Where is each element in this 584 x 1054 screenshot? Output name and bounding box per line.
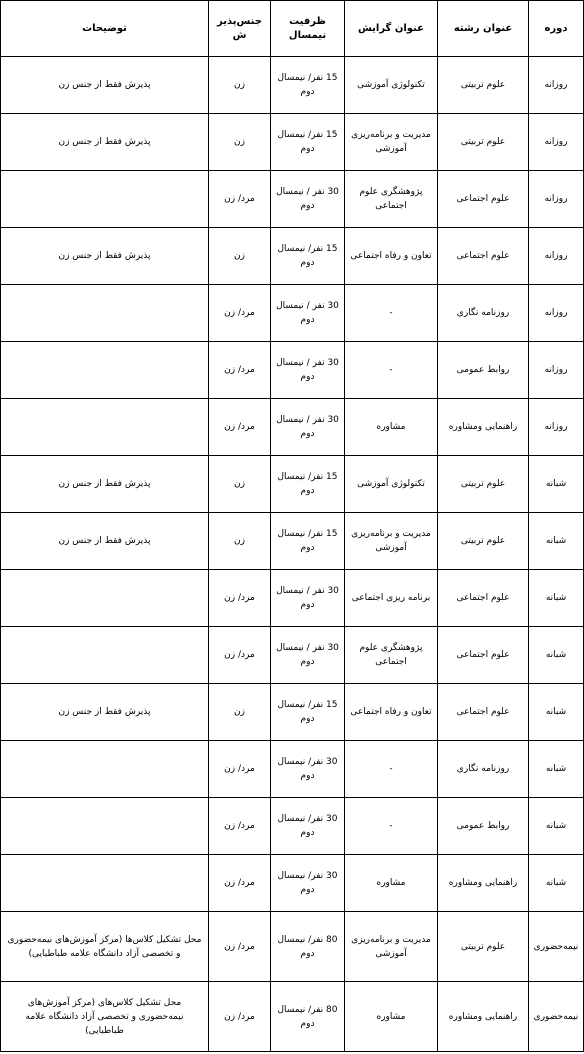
cell-capacity: 15 نفر/ نیمسال دوم bbox=[271, 456, 345, 513]
cell-field: علوم اجتماعی bbox=[438, 684, 529, 741]
cell-period: نیمه‌حضوری bbox=[529, 982, 584, 1052]
cell-gender: مرد/ زن bbox=[209, 982, 271, 1052]
cell-field: علوم اجتماعی bbox=[438, 570, 529, 627]
cell-gender: زن bbox=[209, 456, 271, 513]
table-row bbox=[1, 57, 584, 114]
cell-capacity: 30 نفر / نیمسال دوم bbox=[271, 627, 345, 684]
cell-capacity: 30 نفر / نیمسال دوم bbox=[271, 399, 345, 456]
cell-capacity: 80 نفر/ نیمسال دوم bbox=[271, 982, 345, 1052]
cell-period: شبانه bbox=[529, 684, 584, 741]
cell-capacity: 30 نفر/ نیمسال دوم bbox=[271, 741, 345, 798]
header-notes: توضیحات bbox=[1, 1, 209, 57]
cell-capacity: 15 نفر/ نیمسال دوم bbox=[271, 513, 345, 570]
cell-period: شبانه bbox=[529, 741, 584, 798]
cell-notes bbox=[1, 570, 209, 627]
cell-period: روزانه bbox=[529, 342, 584, 399]
header-gender: جنس‌پذیرش bbox=[209, 1, 271, 57]
cell-gender: مرد/ زن bbox=[209, 570, 271, 627]
cell-notes: پذیرش فقط از جنس زن bbox=[1, 684, 209, 741]
cell-field: راهنمایی ومشاوره bbox=[438, 399, 529, 456]
cell-orientation: مدیریت و برنامه‌ریزی آموزشی bbox=[345, 912, 438, 982]
header-capacity: ظرفیت نیمسال bbox=[271, 1, 345, 57]
cell-gender: مرد/ زن bbox=[209, 741, 271, 798]
cell-notes: پذیرش فقط از جنس زن bbox=[1, 513, 209, 570]
header-period: دوره bbox=[529, 1, 584, 57]
table-row bbox=[1, 513, 584, 570]
cell-gender: زن bbox=[209, 57, 271, 114]
cell-field: علوم اجتماعی bbox=[438, 228, 529, 285]
cell-period: شبانه bbox=[529, 570, 584, 627]
cell-period: شبانه bbox=[529, 855, 584, 912]
table-row bbox=[1, 982, 584, 1052]
table-row bbox=[1, 741, 584, 798]
cell-orientation: تکنولوژی آموزشی bbox=[345, 57, 438, 114]
cell-orientation: مدیریت و برنامه‌ریزی آموزشی bbox=[345, 114, 438, 171]
cell-orientation: مشاوره bbox=[345, 855, 438, 912]
cell-gender: زن bbox=[209, 114, 271, 171]
table-row bbox=[1, 855, 584, 912]
table-row bbox=[1, 570, 584, 627]
cell-notes: پذیرش فقط از جنس زن bbox=[1, 228, 209, 285]
cell-orientation: مدیریت و برنامه‌ریزی آموزشی bbox=[345, 513, 438, 570]
cell-orientation: مشاوره bbox=[345, 982, 438, 1052]
cell-orientation: پژوهشگری علوم اجتماعی bbox=[345, 171, 438, 228]
cell-field: علوم تربیتی bbox=[438, 513, 529, 570]
table-body bbox=[1, 57, 584, 1052]
table-row bbox=[1, 399, 584, 456]
cell-capacity: 15 نفر/ نیمسال دوم bbox=[271, 114, 345, 171]
cell-period: روزانه bbox=[529, 57, 584, 114]
cell-capacity: 15 نفر/ نیمسال دوم bbox=[271, 57, 345, 114]
cell-field: علوم تربیتی bbox=[438, 912, 529, 982]
cell-gender: مرد/ زن bbox=[209, 798, 271, 855]
cell-period: روزانه bbox=[529, 228, 584, 285]
cell-capacity: 30 نفر/ نیمسال دوم bbox=[271, 855, 345, 912]
cell-capacity: 30 نفر / نیمسال دوم bbox=[271, 342, 345, 399]
header-orientation: عنوان گرایش bbox=[345, 1, 438, 57]
cell-period: نیمه‌حضوری bbox=[529, 912, 584, 982]
cell-capacity: 30 نفر / نیمسال دوم bbox=[271, 171, 345, 228]
cell-gender: مرد/ زن bbox=[209, 285, 271, 342]
table-row bbox=[1, 798, 584, 855]
cell-notes: محل تشکیل کلاس‌ها (مرکز آموزش‌های نیمه‌حضوری و تخصصی آزاد دانشگاه علامه طباطبایی) bbox=[1, 912, 209, 982]
cell-gender: مرد/ زن bbox=[209, 627, 271, 684]
cell-period: شبانه bbox=[529, 513, 584, 570]
cell-notes bbox=[1, 741, 209, 798]
table-row bbox=[1, 912, 584, 982]
cell-notes bbox=[1, 171, 209, 228]
cell-period: شبانه bbox=[529, 456, 584, 513]
table-row bbox=[1, 114, 584, 171]
cell-gender: زن bbox=[209, 228, 271, 285]
cell-period: روزانه bbox=[529, 285, 584, 342]
cell-notes bbox=[1, 798, 209, 855]
cell-notes bbox=[1, 342, 209, 399]
cell-gender: مرد/ زن bbox=[209, 912, 271, 982]
cell-period: شبانه bbox=[529, 798, 584, 855]
table-row bbox=[1, 285, 584, 342]
cell-orientation: تعاون و رفاه اجتماعی bbox=[345, 228, 438, 285]
cell-period: روزانه bbox=[529, 399, 584, 456]
cell-gender: مرد/ زن bbox=[209, 855, 271, 912]
cell-orientation: - bbox=[345, 342, 438, 399]
cell-field: علوم تربیتی bbox=[438, 114, 529, 171]
header-field: عنوان رشته bbox=[438, 1, 529, 57]
cell-field: روابط عمومی bbox=[438, 342, 529, 399]
table-row bbox=[1, 456, 584, 513]
table-row bbox=[1, 228, 584, 285]
cell-field: راهنمایی ومشاوره bbox=[438, 855, 529, 912]
cell-notes bbox=[1, 285, 209, 342]
cell-period: شبانه bbox=[529, 627, 584, 684]
cell-field: علوم اجتماعی bbox=[438, 171, 529, 228]
cell-field: علوم تربیتی bbox=[438, 57, 529, 114]
cell-capacity: 80 نفر/ نیمسال دوم bbox=[271, 912, 345, 982]
table-row bbox=[1, 342, 584, 399]
cell-capacity: 30 نفر / نیمسال دوم bbox=[271, 570, 345, 627]
cell-orientation: - bbox=[345, 741, 438, 798]
cell-field: علوم اجتماعی bbox=[438, 627, 529, 684]
cell-orientation: پژوهشگری علوم اجتماعی bbox=[345, 627, 438, 684]
table-row bbox=[1, 684, 584, 741]
cell-field: روابط عمومی bbox=[438, 798, 529, 855]
cell-notes bbox=[1, 627, 209, 684]
cell-gender: زن bbox=[209, 684, 271, 741]
cell-notes bbox=[1, 399, 209, 456]
cell-field: روزنامه نگاری bbox=[438, 285, 529, 342]
table-row bbox=[1, 627, 584, 684]
cell-notes: پذیرش فقط از جنس زن bbox=[1, 57, 209, 114]
cell-capacity: 30 نفر / نیمسال دوم bbox=[271, 285, 345, 342]
cell-capacity: 15 نفر/ نیمسال دوم bbox=[271, 228, 345, 285]
cell-notes bbox=[1, 855, 209, 912]
cell-gender: مرد/ زن bbox=[209, 171, 271, 228]
cell-field: علوم تربیتی bbox=[438, 456, 529, 513]
cell-orientation: برنامه ریزی اجتماعی bbox=[345, 570, 438, 627]
cell-field: راهنمایی ومشاوره bbox=[438, 982, 529, 1052]
cell-gender: زن bbox=[209, 513, 271, 570]
cell-orientation: تکنولوژی آموزشی bbox=[345, 456, 438, 513]
cell-notes: پذیرش فقط از جنس زن bbox=[1, 114, 209, 171]
cell-orientation: مشاوره bbox=[345, 399, 438, 456]
cell-field: روزنامه نگاری bbox=[438, 741, 529, 798]
cell-period: روزانه bbox=[529, 114, 584, 171]
cell-period: روزانه bbox=[529, 171, 584, 228]
cell-notes: محل تشکیل کلاس‌های (مرکز آموزش‌های نیمه‌حضوری و تخصصی آزاد دانشگاه علامه طباطبایی) bbox=[1, 982, 209, 1052]
cell-gender: مرد/ زن bbox=[209, 342, 271, 399]
cell-capacity: 30 نفر/ نیمسال دوم bbox=[271, 798, 345, 855]
cell-orientation: - bbox=[345, 285, 438, 342]
cell-notes: پذیرش فقط از جنس زن bbox=[1, 456, 209, 513]
cell-capacity: 15 نفر/ نیمسال دوم bbox=[271, 684, 345, 741]
table-row bbox=[1, 171, 584, 228]
cell-orientation: تعاون و رفاه اجتماعی bbox=[345, 684, 438, 741]
header-row bbox=[1, 1, 584, 57]
cell-gender: مرد/ زن bbox=[209, 399, 271, 456]
cell-orientation: - bbox=[345, 798, 438, 855]
